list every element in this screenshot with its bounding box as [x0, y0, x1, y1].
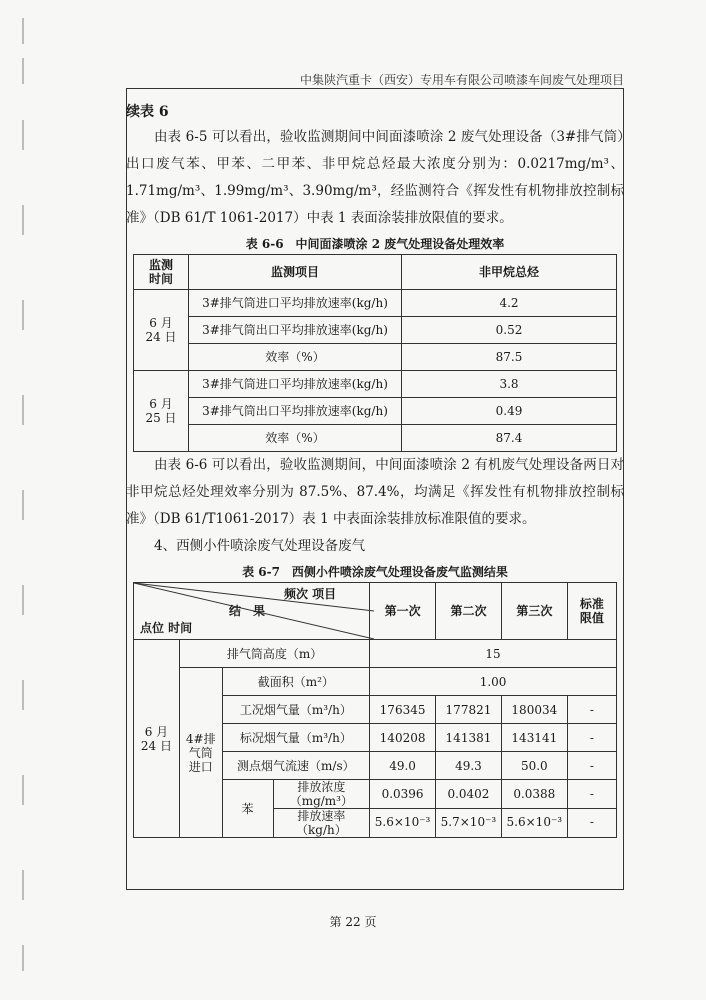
value-cell: 0.0396 — [370, 781, 435, 809]
std-cell: - — [567, 696, 616, 724]
diag-label-top: 频次 项目 — [284, 587, 337, 601]
binder-mark — [22, 680, 24, 710]
std-cell: - — [567, 724, 616, 752]
col-first: 第一次 — [370, 583, 436, 640]
label-cell: 截面积（m²） — [222, 668, 370, 696]
table-row — [223, 780, 370, 809]
binder-mark — [22, 945, 24, 971]
label-cell: 排气筒高度（m） — [179, 640, 369, 668]
item-cell: 3#排气筒进口平均排放速率(kg/h) — [189, 290, 402, 317]
header-item: 监测项目 — [189, 255, 402, 290]
std-cell: - — [589, 815, 594, 829]
item-cell: 3#排气筒出口平均排放速率(kg/h) — [189, 317, 402, 344]
point-cell: 4#排 气筒 进口 — [179, 668, 222, 838]
table-row — [134, 668, 617, 696]
col-standard: 标准 限值 — [567, 583, 616, 640]
binder-mark — [22, 58, 24, 84]
page-header: 中集陕汽重卡（西安）专用车有限公司喷漆车间废气处理项目 — [299, 73, 624, 87]
label-cell: 排放浓度（mg/m³） — [273, 780, 369, 809]
value-cell: 87.4 — [402, 425, 617, 452]
value-cell — [436, 780, 502, 838]
col-second: 第二次 — [436, 583, 502, 640]
value-cell: 0.0388 — [502, 781, 567, 809]
value-cell: 0.49 — [402, 398, 617, 425]
binder-mark — [22, 585, 24, 615]
paragraph-2: 由表 6-6 可以看出，验收监测期间，中间面漆喷涂 2 有机废气处理设备两日对非甲烷总烃处理效率分别为 87.5%、87.4%，均满足《挥发性有机物排放控制标准》（DB 61/T1061-2017）表 1 中表面涂装排放标准限值的要求。 — [126, 457, 624, 527]
binder-mark — [22, 300, 24, 330]
value-cell: 180034 — [501, 696, 567, 724]
value-cell: 50.0 — [501, 752, 567, 780]
label-cell: 排放速率（kg/h） — [273, 809, 369, 838]
table-row — [134, 290, 617, 317]
std-cell: - — [568, 781, 616, 809]
item-cell: 效率（%） — [189, 425, 402, 452]
benzene-group — [222, 780, 370, 838]
value-cell: 3.8 — [402, 371, 617, 398]
value-cell: 49.0 — [370, 752, 436, 780]
std-cell: - — [567, 752, 616, 780]
value-cell: 177821 — [436, 696, 502, 724]
value-cell: 4.2 — [402, 290, 617, 317]
benzene-subtable — [223, 780, 370, 837]
table-row — [134, 398, 617, 425]
value-cell: 5.6×10⁻³ — [374, 815, 431, 829]
page-content — [126, 100, 624, 838]
pollutant-cell: 苯 — [223, 780, 274, 837]
diagonal-header-cell — [134, 583, 370, 640]
table-header-row — [134, 583, 617, 640]
binder-mark — [22, 395, 24, 425]
date-cell: 6 月 24 日 — [134, 640, 180, 838]
value-cell: 1.00 — [370, 668, 617, 696]
header-value: 非甲烷总烃 — [402, 255, 617, 290]
header-time: 监测 时间 — [134, 255, 189, 290]
value-cell: 49.3 — [436, 752, 502, 780]
table-row — [134, 425, 617, 452]
table-header-row — [134, 255, 617, 290]
label-cell: 工况烟气量（m³/h） — [222, 696, 370, 724]
page-number: 第 22 页 — [329, 915, 377, 929]
item-cell: 3#排气筒出口平均排放速率(kg/h) — [189, 398, 402, 425]
value-cell: 5.6×10⁻³ — [506, 815, 563, 829]
label-cell: 测点烟气流速（m/s） — [222, 752, 370, 780]
std-cell — [567, 780, 616, 838]
item-cell: 3#排气筒进口平均排放速率(kg/h) — [189, 371, 402, 398]
label-cell: 标况烟气量（m³/h） — [222, 724, 370, 752]
table-6-7 — [133, 582, 617, 838]
value-cell: 0.0402 — [436, 781, 501, 809]
value-cell: 141381 — [436, 724, 502, 752]
table-row — [134, 640, 617, 668]
col-third: 第三次 — [501, 583, 567, 640]
value-cell: 15 — [370, 640, 617, 668]
table-row — [134, 317, 617, 344]
value-cell: 140208 — [370, 724, 436, 752]
value-cell — [501, 780, 567, 838]
binder-mark — [22, 775, 24, 805]
binder-mark — [22, 205, 24, 235]
binder-mark — [22, 18, 24, 44]
section-title: 续表 6 — [126, 104, 169, 120]
binder-mark — [22, 120, 24, 150]
table-6-6 — [133, 254, 617, 452]
binder-mark — [22, 490, 24, 520]
value-cell: 0.52 — [402, 317, 617, 344]
table-6-7-caption: 表 6-7 西侧小件喷涂废气处理设备废气监测结果 — [242, 565, 508, 579]
value-cell: 143141 — [501, 724, 567, 752]
table-row — [134, 344, 617, 371]
date-cell: 6 月 24 日 — [134, 290, 189, 371]
value-cell: 5.7×10⁻³ — [440, 815, 497, 829]
table-row — [134, 371, 617, 398]
diag-label-bottom: 点位 时间 — [140, 621, 193, 635]
item-cell: 效率（%） — [189, 344, 402, 371]
value-cell: 176345 — [370, 696, 436, 724]
value-cell: 87.5 — [402, 344, 617, 371]
paragraph-1: 由表 6-5 可以看出，验收监测期间中间面漆喷涂 2 废气处理设备（3#排气筒）出口废气苯、甲苯、二甲苯、非甲烷总烃最大浓度分别为：0.0217mg/m³、1.71mg/m³、1.99mg/m³、3.90mg/m³，经监测符合《挥发性有机物排放控制标准》（DB 61/T 1061-2017）中表 1 表面涂装排放限值的要求。 — [126, 129, 624, 226]
value-cell — [370, 780, 436, 838]
subheading: 4、西侧小件喷涂废气处理设备废气 — [154, 538, 366, 554]
date-cell: 6 月 25 日 — [134, 371, 189, 452]
binder-mark — [22, 870, 24, 900]
table-6-6-caption: 表 6-6 中间面漆喷涂 2 废气处理设备处理效率 — [245, 237, 505, 251]
diag-label-middle: 结 果 — [229, 604, 266, 618]
